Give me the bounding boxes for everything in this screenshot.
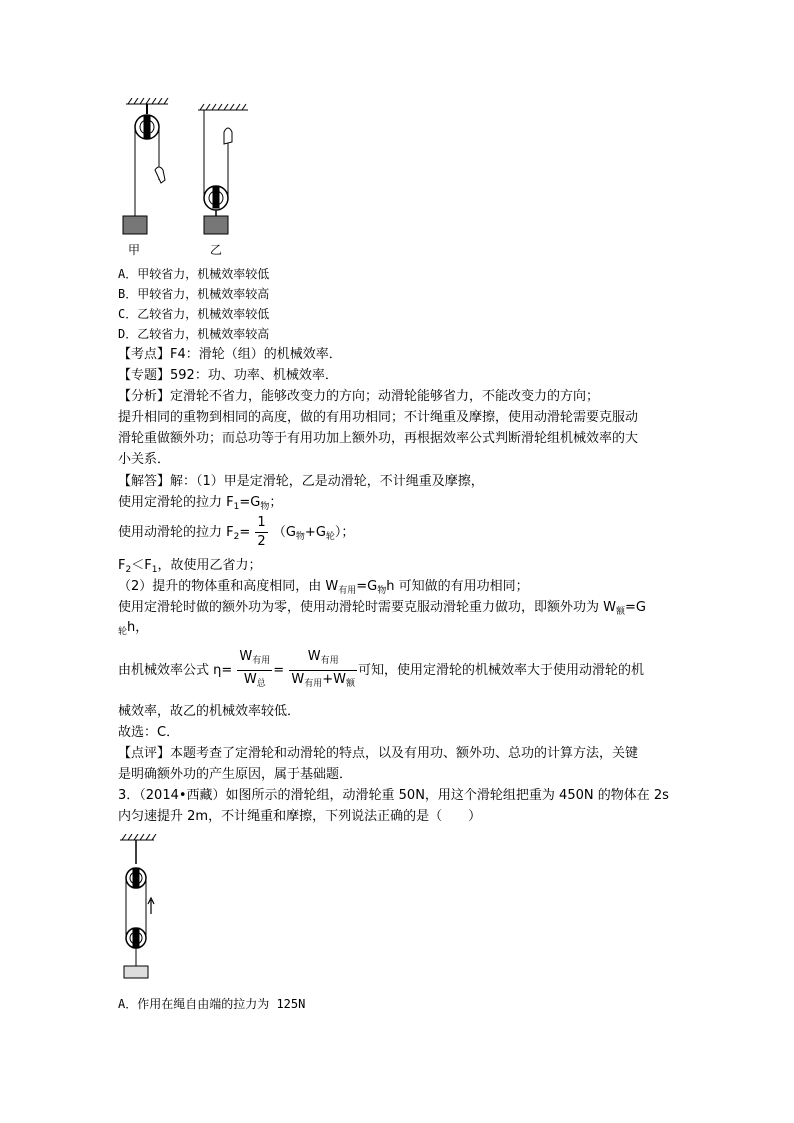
pulley-system-figure [118,834,158,984]
zhuanti: 【专题】592：功、功率、机械效率． [118,368,338,383]
fraction-useful-over-sum: $\frac{W_{有用}}{W_{有用}+W_额}$ [291,649,355,689]
option-c: C．乙较省力，机械效率较低 [118,307,270,321]
extra-work-line-1: 使用定滑轮时做的额外功为零，使用动滑轮时需要克服动滑轮重力做功，即额外功为 $W_额=G$ [118,600,646,617]
efficiency-formula-line: 由机械效率公式 η= $\frac{W_{有用}}{W_总}$ = $\frac{W_{有用}}{W_{有用}+W_额}$ 可知，使用定滑轮的机械效率大于使用动滑轮的机 [118,648,644,693]
extra-work-line-2: $_轮$h， [118,620,149,637]
fenxi-line-4: 小关系． [118,452,171,467]
pulley-figure-jia-yi [118,98,268,258]
option-d: D．乙较省力，机械效率较高 [118,327,270,341]
jieda-line-1: 【解答】解：（1）甲是定滑轮，乙是动滑轮，不计绳重及摩擦， [118,474,484,489]
formula-f-compare: $F_2<F_1$，故使用乙省力； [118,558,262,575]
movable-pulley [204,110,232,216]
q3-option-a: A．作用在绳自由端的拉力为 125N [118,997,306,1011]
ceiling-q3 [120,834,156,840]
ceiling-right [198,104,248,110]
fraction-one-half: $\frac{1}{2}$ [257,515,266,549]
load-block [124,966,148,978]
label-jia: 甲 [128,243,141,257]
answer-line: 故选：C． [118,725,180,740]
dianping-line-1: 【点评】本题考查了定滑轮和动滑轮的特点，以及有用功、额外功、总功的计算方法，关键 [118,746,639,761]
weight-block-right [204,216,228,234]
fenxi-line-2: 提升相同的重物到相同的高度，做的有用功相同；不计绳重及摩擦，使用动滑轮需要克服动 [118,410,639,425]
efficiency-conclusion: 械效率，故乙的机械效率较低． [118,704,301,719]
fraction-useful-over-total: $\frac{W_{有用}}{W_总}$ [239,649,271,689]
ceiling-left [126,98,168,104]
formula-f2: 使用动滑轮的拉力 $F_2=$ $\frac{1}{2}$ $(G_物+G_轮)$； [118,515,355,549]
label-yi: 乙 [210,243,223,257]
fenxi-line-1: 【分析】定滑轮不省力，能够改变力的方向；动滑轮能够省力，不能改变力的方向； [118,389,600,404]
useful-work-line: （2）提升的物体重和高度相同，由 $W_{有用}=G_物h$ 可知做的有用功相同； [118,579,529,596]
dianping-line-2: 是明确额外功的产生原因，属于基础题． [118,767,353,782]
pulley-assembly [126,840,154,966]
q3-stem-line-1: 3．（2014•西藏）如图所示的滑轮组，动滑轮重 50N，用这个滑轮组把重为 450N 的物体在 2s [118,788,669,803]
kaodian: 【考点】F4：滑轮（组）的机械效率． [118,347,342,362]
weight-block-left [123,216,147,234]
option-b: B．甲较省力，机械效率较高 [118,287,270,301]
fenxi-line-3: 滑轮重做额外功；而总功等于有用功加上额外功，再根据效率公式判断滑轮组机械效率的大 [118,431,639,446]
formula-f1: 使用定滑轮的拉力 $F_1=G_物$； [118,495,283,512]
option-a: A．甲较省力，机械效率较低 [118,267,270,281]
q3-stem-line-2: 内匀速提升 2m，不计绳重和摩擦，下列说法正确的是（ ） [118,809,482,824]
fixed-pulley [135,104,165,216]
